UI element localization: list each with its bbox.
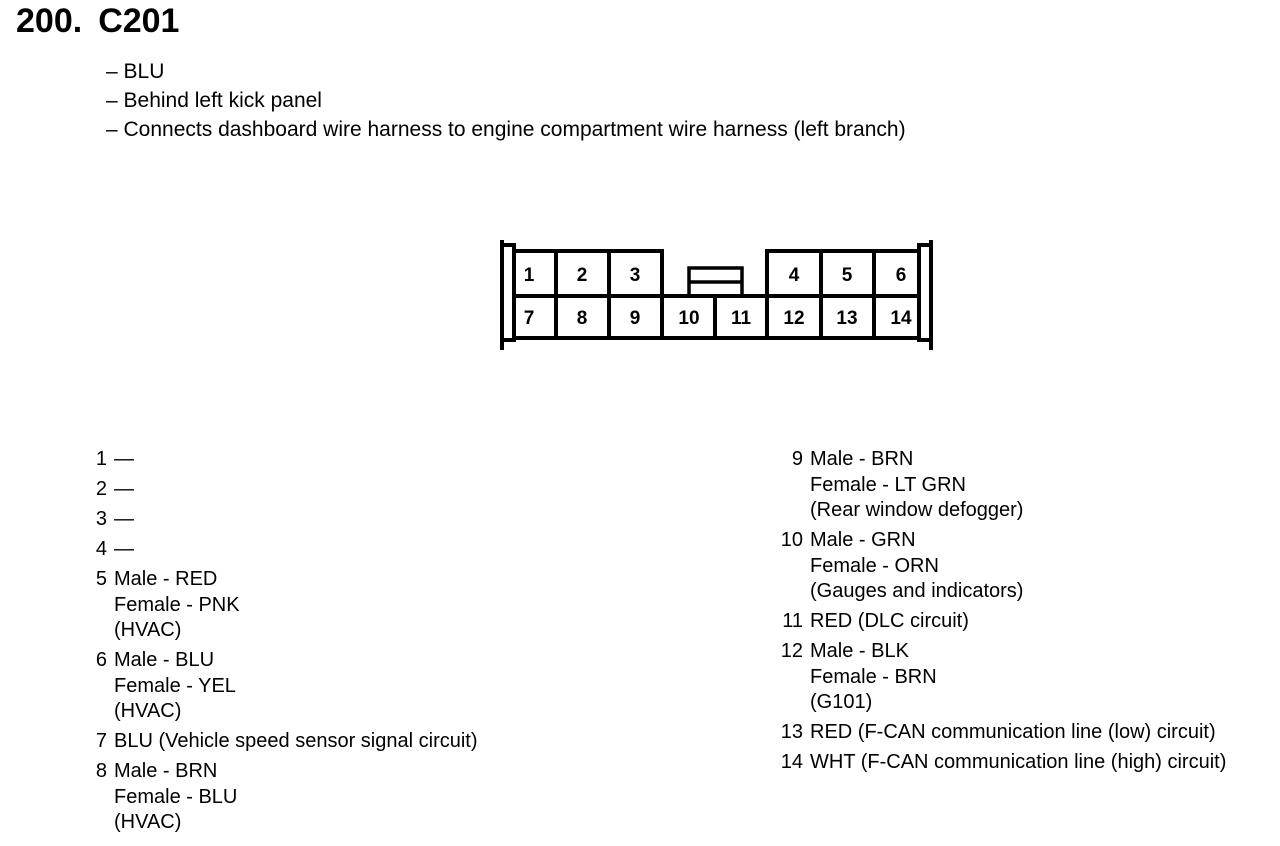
pin-description-line: WHT (F-CAN communication line (high) circuit) bbox=[810, 751, 1227, 773]
pin-entry-2 bbox=[78, 477, 478, 503]
pin-label-11: 11 bbox=[730, 308, 752, 329]
pin-number: 6 bbox=[95, 649, 107, 671]
pin-number: 2 bbox=[95, 478, 107, 500]
pin-label-8: 8 bbox=[576, 308, 588, 329]
pin-description-line: (HVAC) bbox=[114, 700, 182, 722]
pin-number: 9 bbox=[791, 448, 803, 470]
pin-description bbox=[114, 759, 237, 836]
pin-label-6: 6 bbox=[895, 265, 907, 286]
pin-description bbox=[810, 609, 969, 635]
pin-number: 13 bbox=[780, 721, 803, 743]
pin-description-line: (Rear window defogger) bbox=[810, 499, 1024, 521]
top-row-dividers bbox=[556, 251, 874, 296]
pin-label-13: 13 bbox=[836, 308, 858, 329]
pin-description-line: Male - BLK bbox=[810, 640, 909, 662]
pin-description bbox=[114, 567, 240, 644]
pin-entry-13 bbox=[766, 720, 1226, 746]
pin-entry-5 bbox=[78, 567, 478, 644]
pin-entry-11 bbox=[766, 609, 1226, 635]
pin-description bbox=[810, 720, 1216, 746]
pin-label-2: 2 bbox=[576, 265, 588, 286]
pin-number: 11 bbox=[782, 610, 803, 632]
pin-description-line: (Gauges and indicators) bbox=[810, 580, 1024, 602]
pin-entry-10 bbox=[766, 528, 1226, 605]
pin-description-line: Female - ORN bbox=[810, 554, 939, 577]
pin-number: 7 bbox=[95, 730, 107, 752]
pin-description-line: — bbox=[114, 478, 134, 500]
pin-number: 1 bbox=[95, 448, 107, 470]
pin-entry-3 bbox=[78, 507, 478, 533]
pin-list-right bbox=[766, 447, 1226, 780]
locking-tab bbox=[689, 268, 742, 296]
pin-description-line: RED (F-CAN communication line (low) circuit) bbox=[810, 721, 1216, 743]
pin-description-line: Male - BRN bbox=[114, 760, 218, 782]
pin-label-9: 9 bbox=[629, 308, 641, 329]
pin-description-line: — bbox=[114, 448, 134, 470]
pin-label-14: 14 bbox=[890, 308, 912, 329]
pin-description-line: — bbox=[114, 538, 134, 560]
pin-description-line: RED (DLC circuit) bbox=[810, 610, 969, 632]
pin-description-line: — bbox=[114, 508, 134, 530]
pin-description-line: Male - BRN bbox=[810, 448, 914, 470]
pin-number: 12 bbox=[780, 640, 803, 662]
pin-number: 3 bbox=[95, 508, 107, 530]
pin-label-7: 7 bbox=[523, 308, 535, 329]
pin-description bbox=[810, 639, 937, 716]
pin-entry-8 bbox=[78, 759, 478, 836]
pin-entry-7 bbox=[78, 729, 478, 755]
pin-description bbox=[810, 528, 1023, 605]
pin-entry-12 bbox=[766, 639, 1226, 716]
pin-label-12: 12 bbox=[783, 308, 805, 329]
pin-entry-4 bbox=[78, 537, 478, 563]
pin-label-10: 10 bbox=[678, 308, 700, 329]
pin-number: 5 bbox=[95, 568, 107, 590]
pin-description-line: Male - RED bbox=[114, 568, 218, 590]
pin-description-line: BLU (Vehicle speed sensor signal circuit) bbox=[114, 730, 478, 752]
pin-entry-6 bbox=[78, 648, 478, 725]
pin-description-line: Male - BLU bbox=[114, 649, 215, 671]
bottom-row-dividers bbox=[556, 296, 874, 338]
section-number: 200. bbox=[16, 2, 83, 40]
pin-description-line: Male - GRN bbox=[810, 529, 916, 551]
pin-label-3: 3 bbox=[629, 265, 641, 286]
pin-description bbox=[114, 447, 134, 473]
pin-number: 10 bbox=[780, 529, 803, 551]
pin-description bbox=[810, 750, 1226, 776]
pin-description-line: (HVAC) bbox=[114, 619, 182, 641]
description-location: – Behind left kick panel bbox=[106, 89, 322, 112]
pin-number: 8 bbox=[95, 760, 107, 782]
pin-number: 14 bbox=[780, 751, 803, 773]
pin-description-line: Female - YEL bbox=[114, 674, 236, 697]
pin-description bbox=[114, 729, 478, 755]
pin-description-line: Female - BRN bbox=[810, 665, 937, 688]
description-color: – BLU bbox=[106, 60, 165, 83]
pin-description-line: (G101) bbox=[810, 691, 873, 713]
pin-label-4: 4 bbox=[788, 265, 800, 286]
pin-description-line: Female - PNK bbox=[114, 593, 240, 616]
pin-description bbox=[114, 537, 134, 563]
connector-id: C201 bbox=[98, 2, 180, 40]
pin-description bbox=[810, 447, 1023, 524]
pin-list-left bbox=[78, 447, 478, 840]
pin-description-line: Female - LT GRN bbox=[810, 473, 966, 496]
pin-label-1: 1 bbox=[523, 265, 535, 286]
pin-number: 4 bbox=[95, 538, 107, 560]
pin-description bbox=[114, 477, 134, 503]
pin-description-line: (HVAC) bbox=[114, 811, 182, 833]
pin-description bbox=[114, 648, 236, 725]
pin-entry-1 bbox=[78, 447, 478, 473]
pin-entry-9 bbox=[766, 447, 1226, 524]
description-connects: – Connects dashboard wire harness to engine compartment wire harness (left branch) bbox=[106, 118, 906, 141]
pin-description bbox=[114, 507, 134, 533]
pin-label-5: 5 bbox=[841, 265, 853, 286]
pin-description-line: Female - BLU bbox=[114, 785, 238, 808]
pin-entry-14 bbox=[766, 750, 1226, 776]
